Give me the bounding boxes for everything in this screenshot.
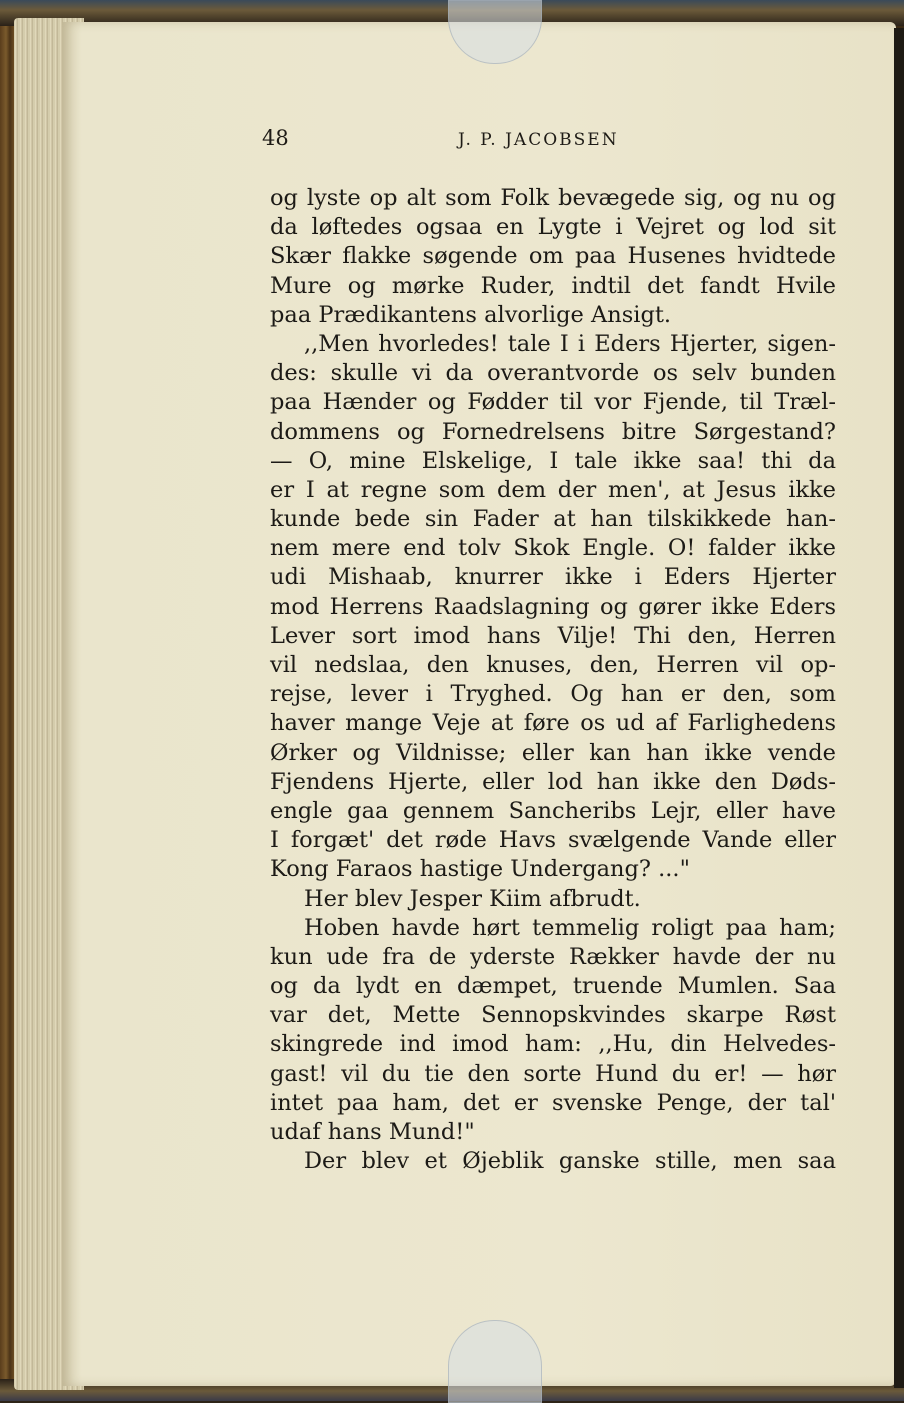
text-line: — O, mine Elskelige, I tale ikke saa! thi da [270, 447, 836, 474]
text-line: skingrede ind imod ham: ,,Hu, din Helvedes- [270, 1031, 836, 1058]
text-line: mod Herrens Raadslagning og gører ikke Eders [270, 593, 836, 620]
text-line: I forgæt' det røde Havs svælgende Vande eller [270, 827, 836, 854]
text-line: paa Prædikantens alvorlige Ansigt. [270, 301, 672, 328]
text-line: gast! vil du tie den sorte Hund du er! — hør [270, 1060, 836, 1087]
text-line: er I at regne som dem der men', at Jesus ikke [270, 476, 836, 503]
text-line: intet paa ham, det er svenske Penge, der tal' [270, 1089, 836, 1116]
text-line: Skær flakke søgende om paa Husenes hvidtede [270, 243, 836, 270]
text-line: kunde bede sin Fader at han tilskikkede han- [270, 506, 836, 533]
text-line: og da lydt en dæmpet, truende Mumlen. Saa [270, 973, 836, 1000]
text-line: Mure og mørke Ruder, indtil det fandt Hvile [270, 272, 836, 299]
page-number: 48 [262, 126, 289, 150]
text-line: vil nedslaa, den knuses, den, Herren vil op- [270, 652, 836, 678]
text-line: nem mere end tolv Skok Engle. O! falder ikke [270, 535, 836, 562]
text-line: engle gaa gennem Sancheribs Lejr, eller have [270, 797, 836, 824]
text-line: da løftedes ogsaa en Lygte i Vejret og lod sit [270, 214, 836, 241]
text-line: udaf hans Mund!" [270, 1119, 475, 1145]
text-line: kun ude fra de yderste Rækker havde der nu [270, 943, 836, 970]
text-line: var det, Mette Sennopskvindes skarpe Røst [270, 1002, 836, 1029]
text-line: Fjendens Hjerte, eller lod han ikke den Døds- [270, 768, 836, 795]
text-line: paa Hænder og Fødder til vor Fjende, til Træl- [270, 389, 836, 416]
text-line: og lyste op alt som Folk bevægede sig, og nu og [270, 185, 836, 211]
text-line: ,,Men hvorledes! tale I i Eders Hjerter, sigen- [304, 330, 836, 357]
text-line: Hoben havde hørt temmelig roligt paa ham; [304, 914, 836, 941]
body-text [270, 184, 836, 1176]
text-line: haver mange Veje at føre os ud af Farlighedens [270, 710, 836, 737]
page-right-edge [894, 28, 904, 1388]
text-line: dommens og Fornedrelsens bitre Sørgestand? [270, 418, 836, 445]
text-line: Kong Faraos hastige Undergang? ..." [270, 856, 690, 883]
running-head: J. P. JACOBSEN [458, 130, 619, 150]
text-line: des: skulle vi da overantvorde os selv bunden [270, 360, 836, 387]
text-line: Her blev Jesper Kiim afbrudt. [304, 885, 641, 912]
text-line: Der blev et Øjeblik ganske stille, men saa [304, 1148, 836, 1175]
text-line: udi Mishaab, knurrer ikke i Eders Hjerter [270, 564, 836, 591]
text-line: Lever sort imod hans Vilje! Thi den, Herren [270, 622, 836, 649]
page-header [262, 126, 842, 156]
text-line: Ørker og Vildnisse; eller kan han ikke vende [270, 739, 836, 766]
text-line: rejse, lever i Tryghed. Og han er den, som [270, 681, 836, 708]
page-clip-bottom [448, 1320, 542, 1403]
